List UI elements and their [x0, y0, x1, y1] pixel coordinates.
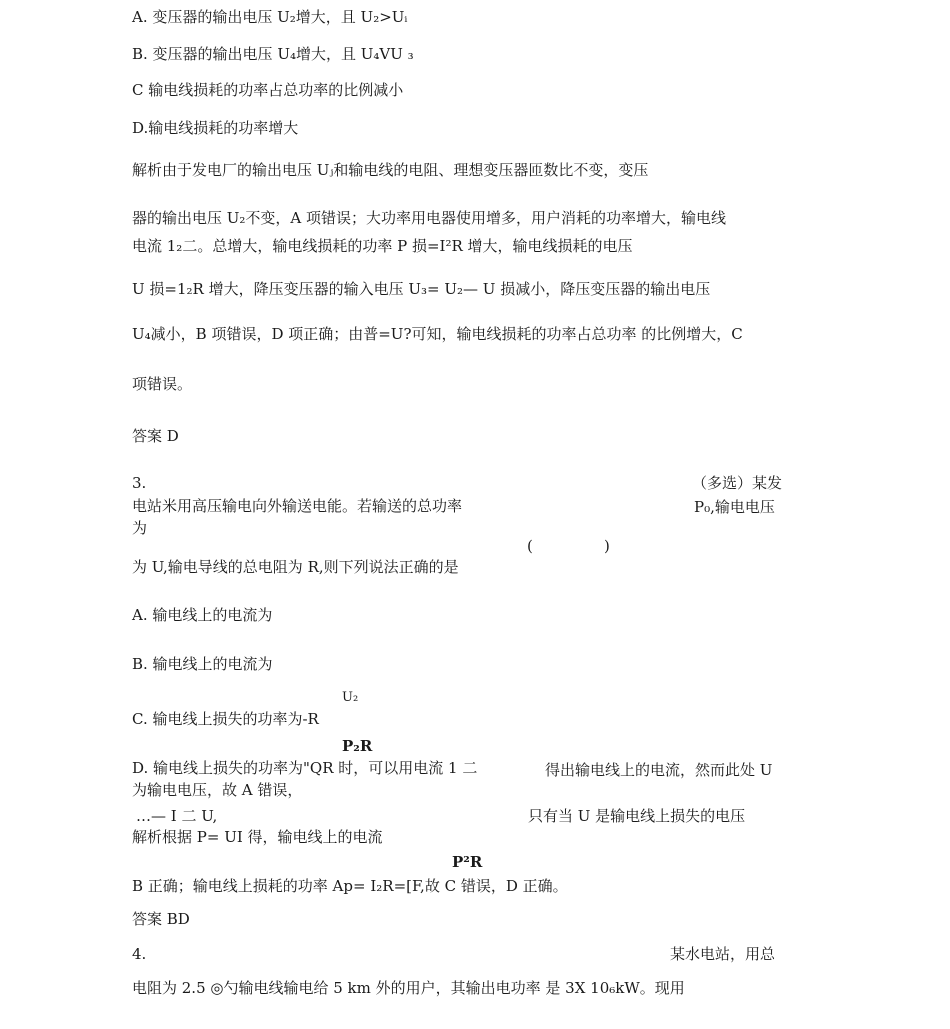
choice-d: D. 输电线上损失的功率为"QR 时，可以用电流 1 二	[132, 759, 478, 777]
analysis-fragment-2: 为输电电压，故 A 错误，	[132, 781, 303, 799]
choice-b: B. 输电线上的电流为	[132, 655, 273, 673]
question-4-text-1: 某水电站，用总	[670, 945, 776, 963]
formula-p2r: P₂R	[342, 737, 373, 755]
analysis-line-2: 器的输出电压 U₂不变，A 项错误；大功率用电器使用增多，用户消耗的功率增大，输电线	[132, 209, 727, 227]
answer-blank-open: (	[527, 537, 533, 555]
option-d-line: D.输电线损耗的功率增大	[132, 119, 299, 137]
analysis-line-5: U₄减小，B 项错误，D 项正确；由普=U?可知，输电线损耗的功率占总功率 的比例增大，C	[132, 325, 743, 343]
question-text-2: 为	[132, 519, 148, 537]
question-4-text-2: 电阻为 2.5 ◎勺输电线输电给 5 km 外的用户，其输出电功率 是 3X 10₆kW。现用	[132, 979, 685, 997]
question-number-4: 4.	[132, 945, 147, 963]
question-number: 3.	[132, 474, 147, 492]
analysis-fragment-6: B 正确；输电线上损耗的功率 Ap= I₂R=[F,故 C 错误，D 正确。	[132, 877, 568, 895]
answer-line-2: 答案 BD	[132, 910, 190, 928]
choice-a: A. 输电线上的电流为	[132, 606, 273, 624]
analysis-fragment-5: 解析根据 P= UI 得，输电线上的电流	[132, 828, 383, 846]
formula-p2r-2: P²R	[452, 853, 483, 871]
analysis-fragment-4: 只有当 U 是输电线上损失的电压	[528, 807, 746, 825]
option-a-line: A. 变压器的输出电压 U₂增大，且 U₂>Uᵢ	[132, 8, 408, 26]
question-text-4: 为 U,输电导线的总电阻为 R,则下列说法正确的是	[132, 558, 459, 576]
answer-blank-close: )	[604, 537, 610, 555]
formula-u2: U₂	[342, 690, 359, 705]
analysis-line-1: 解析由于发电厂的输出电压 Uⱼ和输电线的电阻、理想变压器匝数比不变，变压	[132, 161, 649, 179]
analysis-line-3: 电流 1₂二。总增大，输电线损耗的功率 P 损=I²R 增大，输电线损耗的电压	[132, 237, 633, 255]
analysis-line-6: 项错误。	[132, 375, 193, 393]
analysis-fragment-3: …— I 二 U,	[136, 807, 218, 825]
answer-line: 答案 D	[132, 427, 179, 445]
question-tag: （多选）某发	[692, 474, 783, 492]
option-c-line: C 输电线损耗的功率占总功率的比例减小	[132, 81, 404, 99]
choice-c: C. 输电线上损失的功率为-R	[132, 710, 319, 728]
question-text-1: 电站米用高压输电向外输送电能。若输送的总功率	[132, 497, 463, 515]
analysis-line-4: U 损=1₂R 增大，降压变压器的输入电压 U₃= U₂— U 损减小，降压变压器的输出电压	[132, 280, 711, 298]
option-b-line: B. 变压器的输出电压 U₄增大，且 U₄VU ₃	[132, 45, 414, 63]
question-text-3: P₀,输电电压	[694, 498, 775, 516]
analysis-fragment-1: 得出输电线上的电流，然而此处 U	[545, 761, 773, 779]
